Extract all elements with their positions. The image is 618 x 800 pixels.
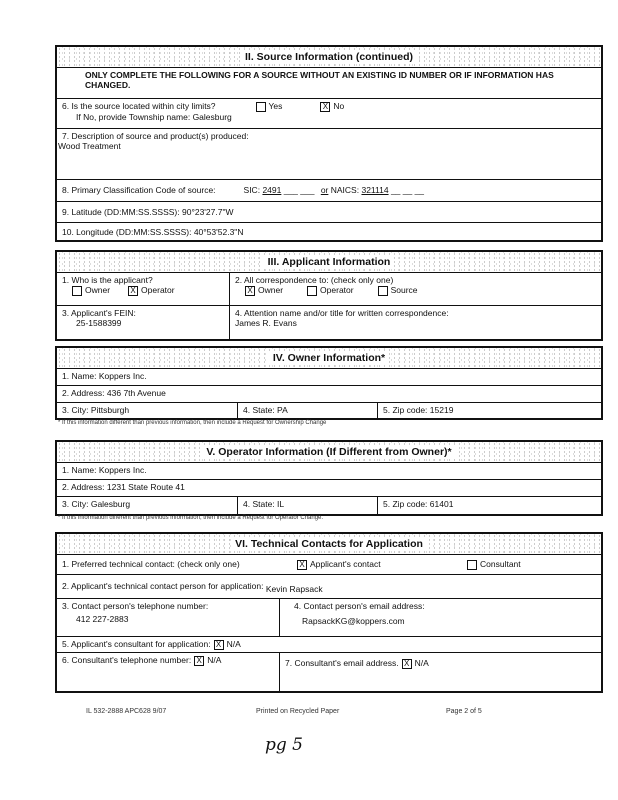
attention-value: James R. Evans xyxy=(235,318,297,328)
q1-label: 1. Preferred technical contact: (check only one) xyxy=(62,559,240,569)
q5-label: 5. Applicant's consultant for application: xyxy=(62,639,211,649)
contact-phone: 412 227-2883 xyxy=(76,614,129,624)
email-label: 4. Contact person's email address: xyxy=(294,601,425,611)
no-checkbox[interactable]: X No xyxy=(310,101,344,111)
contact-email: RapsackKG@koppers.com xyxy=(302,616,405,626)
q7-label: 7. Description of source and product(s) produced: xyxy=(62,131,249,141)
city-label: 3. City: xyxy=(62,499,89,509)
owner-checkbox[interactable]: Owner xyxy=(62,285,110,295)
phone-label: 3. Contact person's telephone number: xyxy=(62,601,209,611)
section-operator-info xyxy=(55,440,603,516)
section-owner-info xyxy=(55,346,603,420)
sic-label: SIC: xyxy=(243,185,261,195)
state-label: 4. State: xyxy=(243,405,275,415)
contact-name: Kevin Rapsack xyxy=(265,584,323,594)
naics-value: 321114 xyxy=(361,185,389,195)
name-label: 1. Name: xyxy=(62,371,97,381)
fein-value: 25-1588399 xyxy=(76,318,122,328)
operator-note: * If this information different than previous information, then include a Request for Operator Change. xyxy=(58,515,324,521)
attention-label: 4. Attention name and/or title for written correspondence: xyxy=(235,308,449,318)
applicant-contact-checkbox[interactable]: X Applicant's contact xyxy=(287,557,457,572)
state-label: 4. State: xyxy=(243,499,275,509)
consultant-checkbox[interactable]: Consultant xyxy=(457,557,521,572)
q2-label: 2. Applicant's technical contact person for application: xyxy=(62,581,264,591)
section-title: IV. Owner Information* xyxy=(57,348,601,369)
latitude-label: 9. Latitude (DD:MM:SS.SSSS): xyxy=(62,207,180,217)
owner-state: PA xyxy=(277,405,288,415)
sic-value: 2491 xyxy=(262,185,282,195)
operator-address: 1231 State Route 41 xyxy=(106,482,185,492)
naics-label: NAICS: xyxy=(330,185,360,195)
corr-owner-checkbox[interactable]: X Owner xyxy=(235,285,283,295)
operator-state: IL xyxy=(277,499,285,509)
zip-label: 5. Zip code: xyxy=(383,405,428,415)
zip-label: 5. Zip code: xyxy=(383,499,428,509)
owner-address: 436 7th Avenue xyxy=(106,388,166,398)
form-id: IL 532-2888 APC628 9/07 xyxy=(86,708,167,715)
section-title: III. Applicant Information xyxy=(57,252,601,273)
owner-zip: 15219 xyxy=(429,405,454,415)
corr-source-checkbox[interactable]: Source xyxy=(368,285,418,295)
longitude-value: 40°53'52.3"N xyxy=(193,227,244,237)
fein-label: 3. Applicant's FEIN: xyxy=(62,308,136,318)
section-technical-contacts xyxy=(55,532,603,693)
operator-checkbox[interactable]: X Operator xyxy=(118,285,175,295)
township-value: Galesburg xyxy=(192,111,232,122)
section-title: II. Source Information (continued) xyxy=(57,47,601,68)
q7-label: 7. Consultant's email address. xyxy=(285,658,399,668)
owner-city: Pittsburgh xyxy=(90,405,130,415)
printed-note: Printed on Recycled Paper xyxy=(256,708,340,715)
township-label: If No, provide Township name: xyxy=(76,111,191,122)
q6-label: 6. Is the source located within city limits? xyxy=(62,101,216,111)
page-number: Page 2 of 5 xyxy=(446,708,482,715)
operator-name: Koppers Inc. xyxy=(98,465,147,475)
or-label: or xyxy=(320,185,329,195)
yes-checkbox[interactable]: Yes xyxy=(246,101,283,111)
address-label: 2. Address: xyxy=(62,482,105,492)
operator-city: Galesburg xyxy=(90,499,131,509)
handwritten-page-note: pg 5 xyxy=(265,735,303,755)
section-title: VI. Technical Contacts for Application xyxy=(57,534,601,555)
q1-label: 1. Who is the applicant? xyxy=(62,275,153,285)
consultant-phone-na-checkbox[interactable]: X N/A xyxy=(191,655,221,665)
consultant-na-checkbox[interactable]: X N/A xyxy=(211,639,241,649)
owner-name: Koppers Inc. xyxy=(98,371,147,381)
owner-note: * If this information different than previous information, then include a Request for Ownership Change xyxy=(58,420,327,426)
q7-value: Wood Treatment xyxy=(58,141,121,151)
section-title: V. Operator Information (If Different from Owner)* xyxy=(57,442,601,463)
consultant-email-na-checkbox[interactable]: X N/A xyxy=(399,658,429,668)
instruction: ONLY COMPLETE THE FOLLOWING FOR A SOURCE WITHOUT AN EXISTING ID NUMBER OR IF INFORMATION HAS CHANGED. xyxy=(85,70,554,90)
q8-label: 8. Primary Classification Code of source: xyxy=(62,185,216,195)
section-applicant-info xyxy=(55,250,603,341)
q6-label: 6. Consultant's telephone number: xyxy=(62,655,192,665)
latitude-value: 90°23'27.7"W xyxy=(182,207,234,217)
city-label: 3. City: xyxy=(62,405,89,415)
section-source-info: II. Source Information (continued) ONLY COMPLETE THE FOLLOWING FOR A SOURCE WITHOUT AN EXISTING ID NUMBER OR IF INFORMATION HAS CHANGED. 6. Is the source located within city limits? Yes X No If No, provide Township name: Galesburg 7. Description of source and product(s) produced: Wood Treatment 8. Primary Classification Code of source: SIC: 2491 ___ ___ or NAICS: 321114 __ __ __ 9. Latitude (DD:MM:SS.SSSS): 90°23'27.7"W 10. Longitude (DD:MM:SS.SSSS): 40°53'52.3"N xyxy=(55,45,603,242)
operator-zip: 61401 xyxy=(429,499,454,509)
name-label: 1. Name: xyxy=(62,465,97,475)
q2-label: 2. All correspondence to: (check only one) xyxy=(235,275,394,285)
address-label: 2. Address: xyxy=(62,388,105,398)
longitude-label: 10. Longitude (DD:MM:SS.SSSS): xyxy=(62,227,192,237)
corr-operator-checkbox[interactable]: Operator xyxy=(297,285,354,295)
